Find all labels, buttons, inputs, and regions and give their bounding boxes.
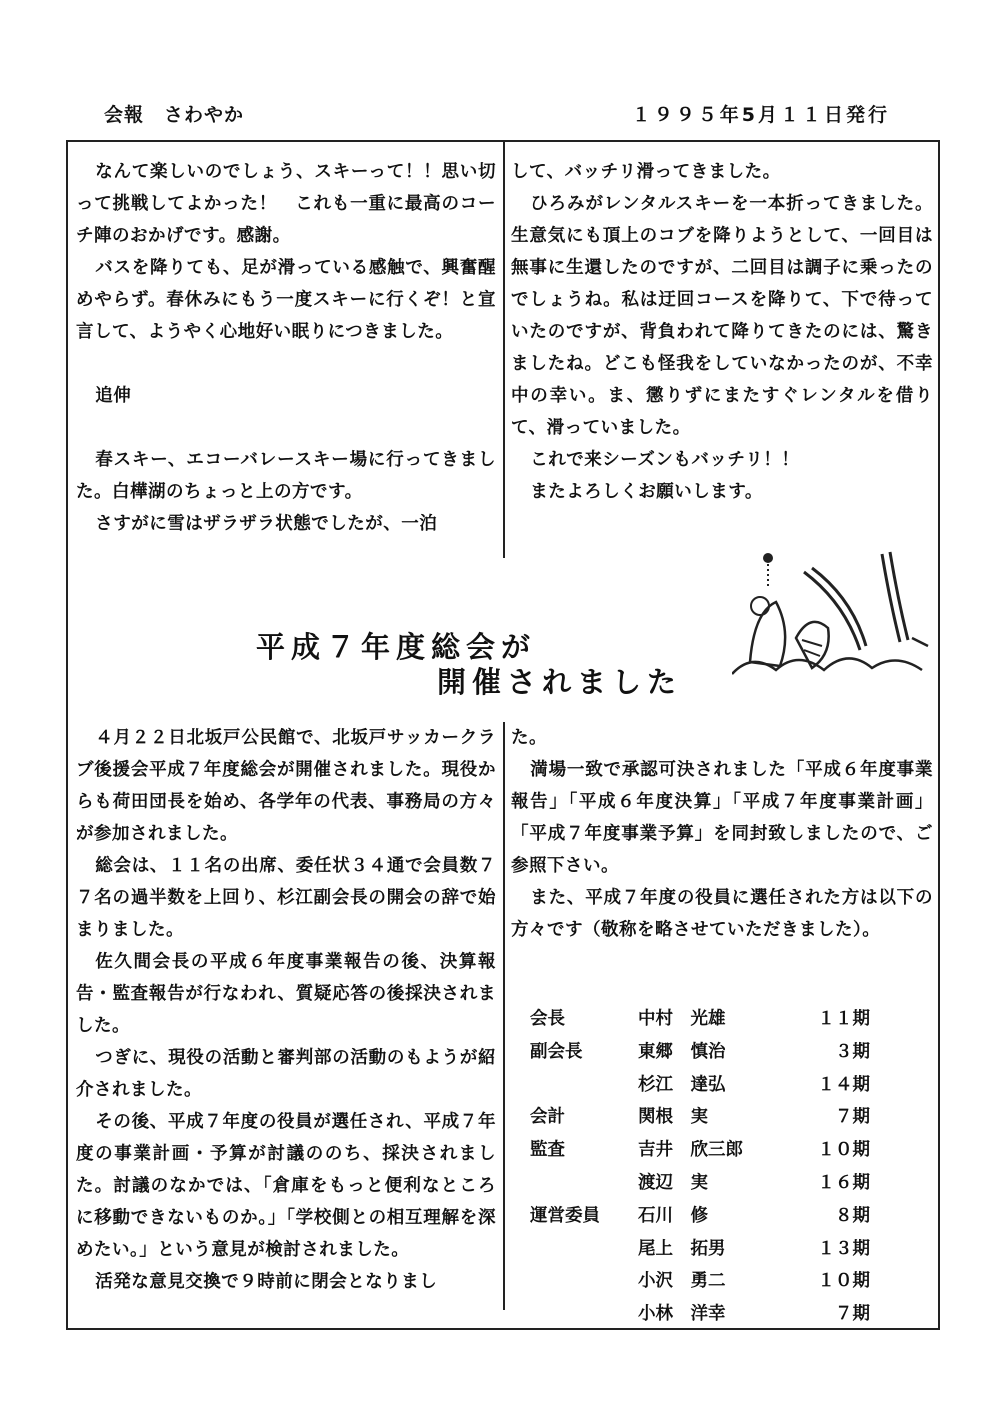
paragraph: これで来シーズンもバッチリ！！ <box>530 450 800 470</box>
article1-right-column <box>511 156 933 508</box>
officer-name: 吉井 欣三郎 <box>638 1140 743 1161</box>
officer-name: 尾上 拓男 <box>638 1238 726 1259</box>
officer-role: 監査 <box>530 1140 565 1161</box>
officer-list <box>530 1003 890 1331</box>
officer-role: 会計 <box>530 1107 565 1128</box>
article2-left-column <box>76 722 496 1298</box>
column-divider-top <box>503 140 505 558</box>
officer-name: 渡辺 実 <box>638 1172 708 1193</box>
officer-name: 関根 実 <box>638 1107 708 1128</box>
paragraph: 佐久間会長の平成６年度事業報告の後、決算報告・監査報告が行なわれ、質疑応答の後採決されました。 <box>76 952 496 1036</box>
article2-title-line2: 開催されました <box>437 665 683 699</box>
article1-left-column <box>76 156 496 540</box>
officer-row <box>530 1134 890 1167</box>
officer-term: ７期 <box>835 1304 870 1325</box>
officer-role: 副会長 <box>530 1041 583 1062</box>
officer-row <box>530 1003 890 1036</box>
officer-name: 中村 光雄 <box>638 1009 726 1029</box>
paragraph: 総会は、１１名の出席、委任状３４通で会員数７７名の過半数を上回り、杉江副会長の開会の辞で始まりました。 <box>76 856 496 940</box>
officer-row <box>530 1069 890 1102</box>
column-divider-bottom <box>503 722 505 1310</box>
newsletter-title: 会報 さわやか <box>104 104 245 126</box>
officer-name: 東郷 慎治 <box>638 1041 726 1062</box>
officer-row <box>530 1036 890 1069</box>
paragraph: その後、平成７年度の役員が選任され、平成７年度の事業計画・予算が討議ののち、採決されました。討議のなかでは、「倉庫をもっと便利なところに移動できないものか。」「学校側との相互理解を深めたい。」という意見が検討されました。 <box>76 1112 496 1260</box>
officer-term: ８期 <box>835 1205 870 1226</box>
officer-term: １１期 <box>817 1009 870 1029</box>
officer-role <box>530 1298 638 1331</box>
officer-name: 杉江 達弘 <box>638 1074 726 1095</box>
officer-role <box>530 1233 638 1266</box>
skier-illustration <box>732 542 940 692</box>
paragraph: バスを降りても、足が滑っている感触で、興奮醒めやらず。春休みにもう一度スキーに行くぞ！と宣言して、ようやく心地好い眠りにつきました。 <box>76 258 496 342</box>
officer-row <box>530 1101 890 1134</box>
paragraph: 満場一致で承認可決されました「平成６年度事業報告」「平成６年度決算」「平成７年度事業計画」「平成７年度事業予算」を同封致しましたので、ご参照下さい。 <box>511 760 933 876</box>
officer-term: １４期 <box>817 1074 870 1095</box>
officer-term: １３期 <box>817 1238 870 1259</box>
paragraph: ４月２２日北坂戸公民館で、北坂戸サッカークラブ後援会平成７年度総会が開催されました。現役からも荷田団長を始め、各学年の代表、事務局の方々が参加されました。 <box>76 728 496 844</box>
paragraph <box>76 348 496 380</box>
officer-name: 石川 修 <box>638 1205 708 1226</box>
paragraph: 活発な意見交換で９時前に閉会となりまし <box>95 1272 438 1292</box>
paragraph: また、平成７年度の役員に選任された方は以下の方々です（敬称を略させていただきました）。 <box>511 888 933 940</box>
article2-title-line1: 平成７年度総会が <box>256 630 537 664</box>
article2-right-column <box>511 722 933 946</box>
paragraph: なんて楽しいのでしょう、スキーって！！思い切って挑戦してよかった！ これも一重に最高のコーチ陣のおかげです。感謝。 <box>76 162 496 246</box>
officer-row <box>530 1233 890 1266</box>
officer-row <box>530 1200 890 1233</box>
officer-term: １０期 <box>817 1271 870 1292</box>
officer-term: １６期 <box>817 1172 870 1193</box>
officer-row <box>530 1265 890 1298</box>
paragraph: 追伸 <box>95 386 132 406</box>
officer-row <box>530 1298 890 1331</box>
officer-role <box>530 1167 638 1200</box>
paragraph: つぎに、現役の活動と審判部の活動のもようが紹介されました。 <box>76 1048 496 1100</box>
officer-row <box>530 1167 890 1200</box>
paragraph: またよろしくお願いします。 <box>530 482 763 502</box>
paragraph <box>76 412 496 444</box>
officer-role: 会長 <box>530 1009 565 1029</box>
officer-term: ３期 <box>835 1041 870 1062</box>
paragraph: た。 <box>511 728 547 748</box>
paragraph: して、バッチリ滑ってきました。 <box>511 162 781 182</box>
issue-date: １９９５年5月１１日発行 <box>631 104 890 126</box>
officer-name: 小林 洋幸 <box>638 1304 726 1325</box>
paragraph: 春スキー、エコーバレースキー場に行ってきました。白樺湖のちょっと上の方です。 <box>76 450 496 502</box>
officer-term: ７期 <box>835 1107 870 1128</box>
officer-role: 運営委員 <box>530 1205 600 1226</box>
paragraph: ひろみがレンタルスキーを一本折ってきました。生意気にも頂上のコブを降りようとして、一回目は無事に生還したのですが、二回目は調子に乗ったのでしょうね。私は迂回コースを降りて、下で待っていたのですが、背負われて降りてきたのには、驚きましたね。どこも怪我をしていなかったのが、不幸中の幸い。ま、懲りずにまたすぐレンタルを借りて、滑っていました。 <box>511 194 933 438</box>
officer-role <box>530 1265 638 1298</box>
officer-name: 小沢 勇二 <box>638 1271 726 1292</box>
officer-term: １０期 <box>817 1140 870 1161</box>
officer-role <box>530 1069 638 1102</box>
paragraph: さすがに雪はザラザラ状態でしたが、一泊 <box>95 514 438 534</box>
